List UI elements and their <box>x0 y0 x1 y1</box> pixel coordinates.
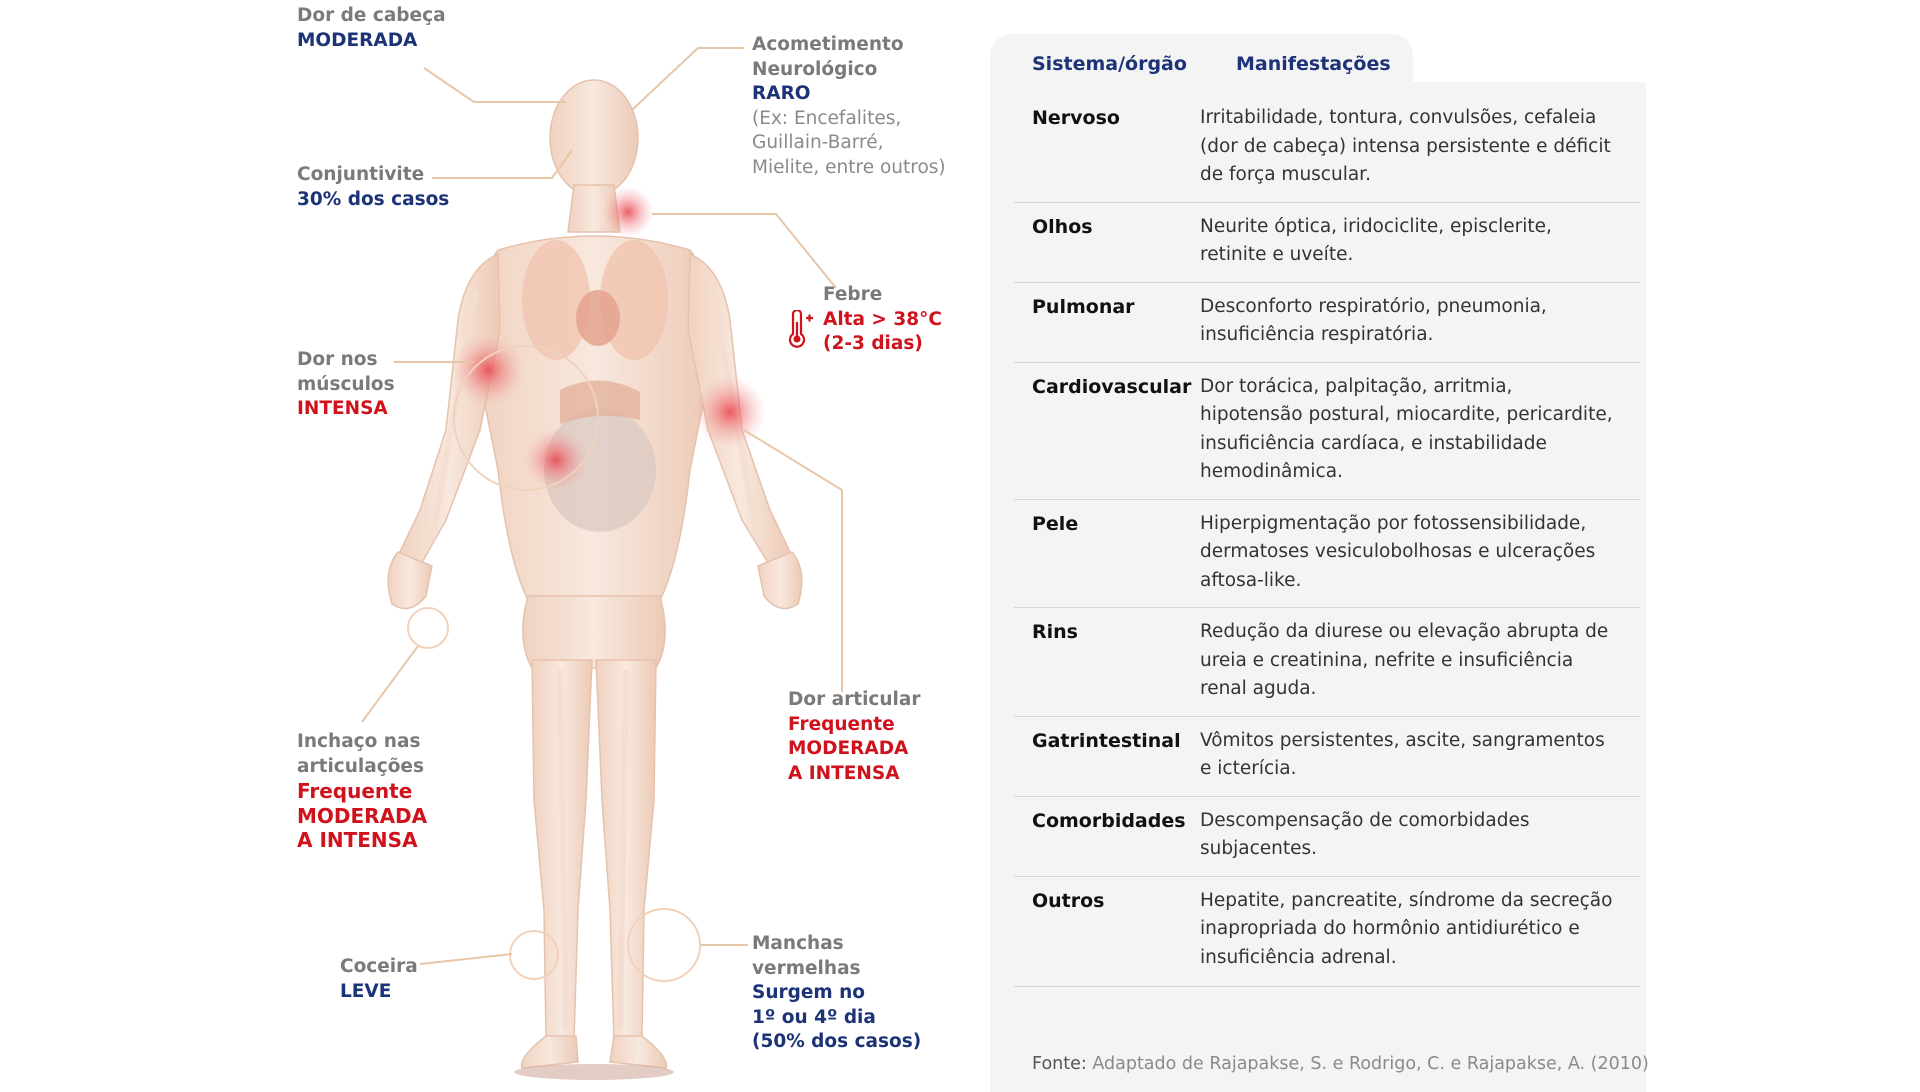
floor-shadow <box>514 1064 674 1080</box>
spots-value-3: (50% dos casos) <box>752 1031 922 1052</box>
neuro-title-2: Neurológico <box>752 58 878 80</box>
muscle-title-2: músculos <box>297 373 395 395</box>
swelling-title-2: articulações <box>297 755 424 777</box>
table-row <box>1014 877 1640 988</box>
manifestations-table <box>1014 94 1640 987</box>
manifestation-text: Hiperpigmentação por fotossensibilidade, dermatoses vesiculobolhosas e ulcerações aftosa-like. <box>1200 512 1596 591</box>
label-headache <box>297 4 446 53</box>
swelling-title-1: Inchaço nas <box>297 731 421 752</box>
manifestation-text: Irritabilidade, tontura, convulsões, cefaleia (dor de cabeça) intensa persistente e déficit de força muscular. <box>1200 107 1611 185</box>
table-row <box>1014 797 1640 877</box>
swelling-value-1: Frequente <box>297 779 413 803</box>
spots-value-2: 1º ou 4º dia <box>752 1006 876 1028</box>
joint-pain-value-3: A INTENSA <box>788 762 900 784</box>
system-name: Gatrintestinal <box>1032 729 1181 752</box>
inflammation-neck <box>602 186 654 238</box>
header-system: Sistema/órgão <box>1032 53 1187 75</box>
conj-title: Conjuntivite <box>297 164 425 185</box>
conj-value: 30% dos casos <box>297 188 450 210</box>
table-row <box>1014 500 1640 609</box>
thermometer-icon <box>785 310 815 350</box>
neuro-title-1: Acometimento <box>752 34 904 55</box>
manifestation-text: Hepatite, pancreatite, síndrome da secreção inapropriada do hormônio antidiurético e insuficiência adrenal. <box>1200 889 1613 968</box>
swelling-value-2: MODERADA <box>297 803 428 828</box>
spots-title-1: Manchas <box>752 933 844 954</box>
system-name: Olhos <box>1032 215 1093 238</box>
itch-value: LEVE <box>340 980 392 1002</box>
label-fever <box>823 283 942 357</box>
body-silhouette <box>388 80 802 1068</box>
system-name: Rins <box>1032 621 1078 643</box>
neuro-example-2: Guillain-Barré, <box>752 132 884 153</box>
system-name: Pulmonar <box>1032 295 1135 318</box>
fever-value-2: (2-3 dias) <box>823 333 923 354</box>
label-conjunctivitis <box>297 163 449 212</box>
spots-title-2: vermelhas <box>752 957 861 979</box>
spots-value-1: Surgem no <box>752 982 866 1003</box>
manifestation-text: Neurite óptica, iridociclite, episclerite, retinite e uveíte. <box>1200 215 1552 265</box>
headache-value: MODERADA <box>297 29 418 51</box>
header-manifestations: Manifestações <box>1236 53 1391 75</box>
table-row <box>1014 94 1640 203</box>
system-name: Cardiovascular <box>1032 375 1192 398</box>
table-row <box>1014 283 1640 363</box>
inflammation-shoulder <box>452 334 524 406</box>
label-joint-swelling <box>297 730 427 853</box>
source-text: Adaptado de Rajapakse, S. e Rodrigo, C. e Rajapakse, A. (2010) <box>1092 1054 1649 1074</box>
table-row <box>1014 363 1640 500</box>
joint-pain-value-1: Frequente <box>788 713 895 735</box>
manifestation-text: Desconforto respiratório, pneumonia, insuficiência respiratória. <box>1200 295 1547 345</box>
table-row <box>1014 203 1640 283</box>
system-name: Nervoso <box>1032 107 1120 129</box>
wrist-circle <box>408 608 448 648</box>
source-label: Fonte: <box>1032 1054 1087 1074</box>
neuro-value: RARO <box>752 83 811 104</box>
table-row <box>1014 717 1640 797</box>
label-itch <box>340 955 418 1004</box>
system-name: Outros <box>1032 889 1105 912</box>
label-red-spots <box>752 932 921 1055</box>
manifestation-text: Redução da diurese ou elevação abrupta de ureia e creatinina, nefrite e insuficiência renal aguda. <box>1200 621 1609 699</box>
manifestation-text: Vômitos persistentes, ascite, sangramentos e icterícia. <box>1200 729 1605 779</box>
label-muscle-pain <box>297 348 395 422</box>
label-neuro <box>752 33 946 180</box>
system-name: Pele <box>1032 512 1079 535</box>
swelling-value-3: A INTENSA <box>297 828 418 852</box>
itch-title: Coceira <box>340 956 418 977</box>
table-row <box>1014 608 1640 717</box>
manifestation-text: Dor torácica, palpitação, arritmia, hipotensão postural, miocardite, pericardite, insuficiência cardíaca, e instabilidade hemodinâmica. <box>1200 375 1613 482</box>
muscle-title-1: Dor nos <box>297 349 378 370</box>
fever-value-1: Alta > 38°C <box>823 308 942 330</box>
headache-title: Dor de cabeça <box>297 5 446 26</box>
manifestation-text: Descompensação de comorbidades subjacentes. <box>1200 809 1530 859</box>
fever-title: Febre <box>823 284 883 305</box>
neuro-example-1: (Ex: Encefalites, <box>752 107 902 129</box>
joint-pain-title: Dor articular <box>788 689 921 710</box>
neuro-example-3: Mielite, entre outros) <box>752 156 946 178</box>
joint-pain-value-2: MODERADA <box>788 738 909 759</box>
system-name: Comorbidades <box>1032 809 1186 832</box>
label-joint-pain <box>788 688 921 786</box>
muscle-value: INTENSA <box>297 398 388 419</box>
source-note <box>1032 1054 1649 1074</box>
